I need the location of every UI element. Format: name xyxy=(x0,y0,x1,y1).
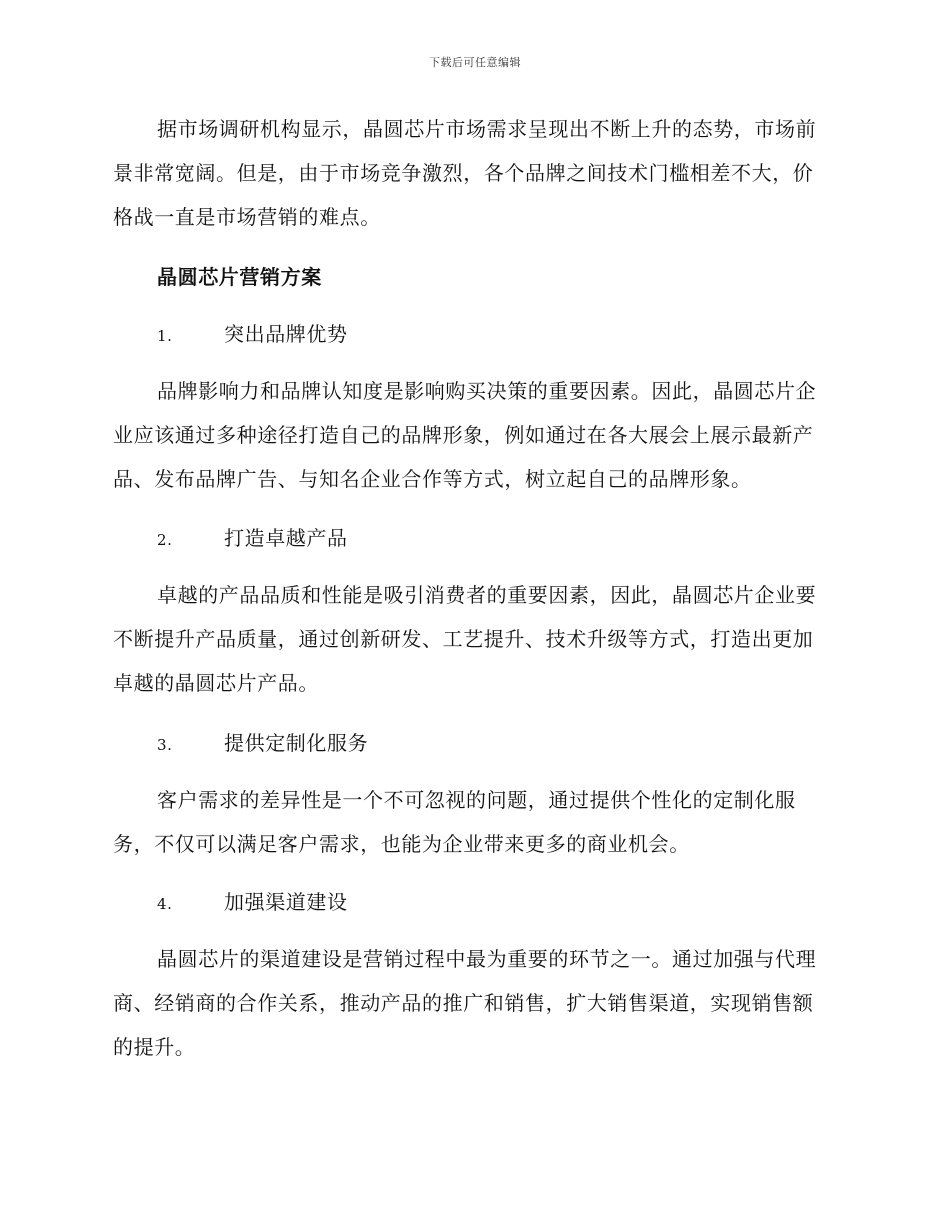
list-item-title: 提供定制化服务 xyxy=(224,731,369,755)
list-item-body: 品牌影响力和品牌认知度是影响购买决策的重要因素。因此，晶圆芯片企业应该通过多种途径打造自己的品牌形象，例如通过在各大展会上展示最新产品、发布品牌广告、与知名企业合作等方式，树立起自己的品牌形象。 xyxy=(113,379,817,491)
list-item-number: 1. xyxy=(157,327,173,345)
list-item-title: 突出品牌优势 xyxy=(224,322,348,346)
list-item-body: 客户需求的差异性是一个不可忽视的问题，通过提供个性化的定制化服务，不仅可以满足客户需求，也能为企业带来更多的商业机会。 xyxy=(113,788,796,856)
list-item-heading xyxy=(157,523,837,555)
header-note: 下载后可任意编辑 xyxy=(429,56,521,69)
intro-paragraph: 据市场调研机构显示，晶圆芯片市场需求呈现出不断上升的态势，市场前景非常宽阔。但是，由于市场竞争激烈，各个品牌之间技术门槛相差不大，价格战一直是市场营销的难点。 xyxy=(113,117,817,229)
list-item-heading xyxy=(157,887,837,919)
list-item-number: 2. xyxy=(157,531,173,549)
list-item-number: 4. xyxy=(157,895,173,913)
section-title: 晶圆芯片营销方案 xyxy=(157,265,322,289)
list-item-body: 晶圆芯片的渠道建设是营销过程中最为重要的环节之一。通过加强与代理商、经销商的合作关系，推动产品的推广和销售，扩大销售渠道，实现销售额的提升。 xyxy=(113,947,817,1059)
list-item-heading xyxy=(157,319,837,351)
list-item-body: 卓越的产品品质和性能是吸引消费者的重要因素，因此，晶圆芯片企业要不断提升产品质量，通过创新研发、工艺提升、技术升级等方式，打造出更加卓越的晶圆芯片产品。 xyxy=(113,583,817,695)
list-item-heading xyxy=(157,728,837,760)
list-item-title: 加强渠道建设 xyxy=(224,890,348,914)
list-item-number: 3. xyxy=(157,736,173,754)
list-item-title: 打造卓越产品 xyxy=(224,526,348,550)
